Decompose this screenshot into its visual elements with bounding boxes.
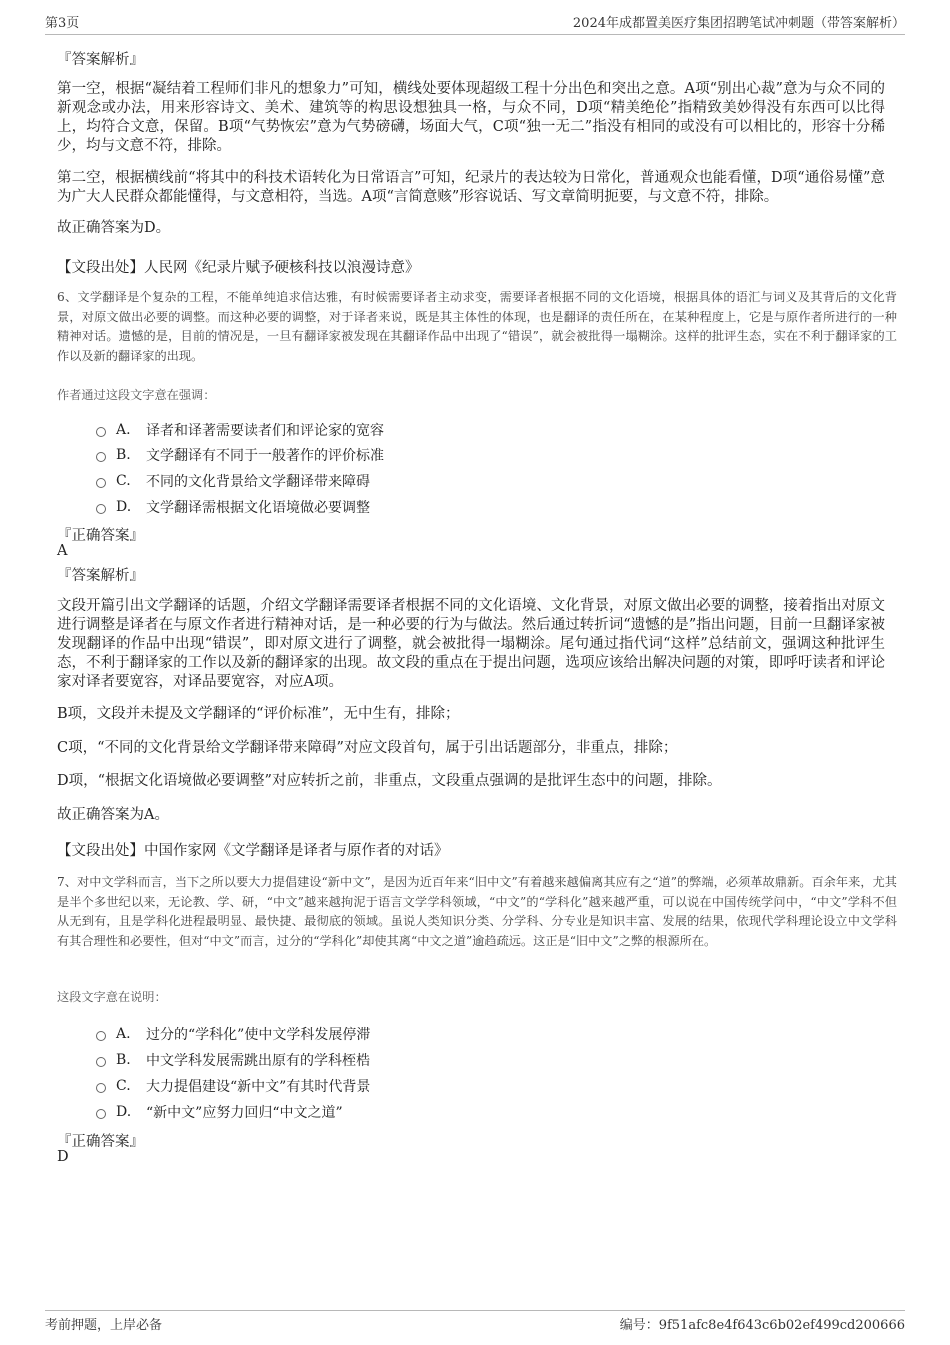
option-text: 译者和译著需要读者们和评论家的宽容 bbox=[146, 423, 384, 439]
radio-icon[interactable] bbox=[96, 504, 106, 514]
radio-icon[interactable] bbox=[96, 452, 106, 462]
option-text: 文学翻译需根据文化语境做必要调整 bbox=[146, 500, 370, 516]
q6-question-text: 6、文学翻译是个复杂的工程，不能单纯追求信达雅，有时候需要译者主动求变，需要译者根据不同的文化语境，根据具体的语汇与词义及其背后的文化背景，对原文做出必要的调整。而这种必要的调整，对于译者来说，既是其主体性的体现，也是翻译的责任所在，在某种程度上，它是与原作者所进行的一种精神对话。遗憾的是，目前的情况是，一旦有翻译家被发现在其翻译作品中出现了“错误”，就会被批得一塌糊涂。这样的批评生态，实在不利于翻译家的工作以及新的翻译家的出现。 bbox=[57, 290, 897, 363]
radio-icon[interactable] bbox=[96, 1083, 106, 1093]
option-letter: D. bbox=[116, 499, 132, 515]
q6-analysis-label: 『答案解析』 bbox=[57, 568, 144, 584]
option-text: 大力提倡建设“新中文”有其时代背景 bbox=[146, 1079, 371, 1095]
option-letter: B. bbox=[116, 447, 131, 463]
option-letter: B. bbox=[116, 1052, 131, 1068]
q6-analysis-c: C项，“不同的文化背景给文学翻译带来障碍”对应文段首句，属于引出话题部分，非重点，排除； bbox=[57, 740, 678, 756]
q7-prompt: 这段文字意在说明： bbox=[57, 990, 167, 1004]
radio-icon[interactable] bbox=[96, 427, 106, 437]
document-title: 2024年成都置美医疗集团招聘笔试冲刺题（带答案解析） bbox=[572, 16, 905, 31]
option-letter: D. bbox=[116, 1104, 132, 1120]
q7-question-text: 7、对中文学科而言，当下之所以要大力提倡建设“新中文”，是因为近百年来“旧中文”有着越来越偏离其应有之“道”的弊端，必须革故鼎新。百余年来，尤其是半个多世纪以来，无论教、学、研，“中文”越来越拘泥于语言文学学科领域，“中文”的“学科化”越来越严重，可以说在中国传统学问中，“中文”学科不但从无到有，且是学科化进程最明显、最快捷、最彻底的领域。虽说人类知识分类、分学科、分专业是知识丰富、发展的结果，依现代学科理论设立中文学科有其合理性和必要性，但对“中文”而言，过分的“学科化”却使其离“中文之道”逾趋疏远。这正是“旧中文”之弊的根源所在。 bbox=[57, 875, 897, 948]
option-text: 中文学科发展需跳出原有的学科桎梏 bbox=[146, 1053, 370, 1069]
option-letter: A. bbox=[116, 422, 131, 438]
q6-conclusion: 故正确答案为A。 bbox=[57, 807, 169, 823]
option-letter: C. bbox=[116, 473, 131, 489]
q5-source: 【文段出处】人民网《纪录片赋予硬核科技以浪漫诗意》 bbox=[57, 260, 420, 276]
page-footer bbox=[45, 1310, 905, 1331]
q6-option-c[interactable] bbox=[96, 471, 370, 491]
q7-option-d[interactable] bbox=[96, 1102, 343, 1122]
q7-answer: D bbox=[57, 1149, 69, 1165]
q6-option-b[interactable] bbox=[96, 445, 384, 465]
option-text: “新中文”应努力回归“中文之道” bbox=[146, 1105, 343, 1121]
option-text: 文学翻译有不同于一般著作的评价标准 bbox=[146, 448, 384, 464]
option-letter: A. bbox=[116, 1026, 131, 1042]
q6-prompt: 作者通过这段文字意在强调： bbox=[57, 388, 216, 402]
q6-answer-label: 『正确答案』 bbox=[57, 528, 144, 544]
q6-option-a[interactable] bbox=[96, 420, 384, 440]
q7-option-b[interactable] bbox=[96, 1050, 370, 1070]
q5-analysis-paragraph-2: 第二空，根据横线前“将其中的科技术语转化为日常语言”可知，纪录片的表达较为日常化，普通观众也能看懂，D项“通俗易懂”意为广大人民群众都能懂得，与文意相符，当选。A项“言简意赅”形容说话、写文章简明扼要，与文意不符，排除。 bbox=[57, 170, 885, 205]
q6-source: 【文段出处】中国作家网《文学翻译是译者与原作者的对话》 bbox=[57, 843, 449, 859]
radio-icon[interactable] bbox=[96, 1057, 106, 1067]
option-text: 过分的“学科化”使中文学科发展停滞 bbox=[146, 1027, 371, 1043]
q5-analysis-paragraph-1: 第一空，根据“凝结着工程师们非凡的想象力”可知，横线处要体现超级工程十分出色和突出之意。A项“别出心裁”意为与众不同的新观念或办法，用来形容诗文、美术、建筑等的构思设想独具一格，与众不同，D项“精美绝伦”指精致美妙得没有东西可以比得上，均符合文意，保留。B项“气势恢宏”意为气势磅礴，场面大气，C项“独一无二”指没有相同的或没有可以相比的，形容十分稀少，均与文意不符，排除。 bbox=[57, 81, 885, 154]
q5-analysis-label: 『答案解析』 bbox=[57, 52, 144, 68]
page-header bbox=[45, 14, 905, 35]
q7-option-c[interactable] bbox=[96, 1076, 370, 1096]
q6-analysis-d: D项，“根据文化语境做必要调整”对应转折之前，非重点，文段重点强调的是批评生态中的问题，排除。 bbox=[57, 773, 722, 789]
option-text: 不同的文化背景给文学翻译带来障碍 bbox=[146, 474, 370, 490]
document-id: 编号：9f51afc8e4f643c6b02ef499cd200666 bbox=[619, 1318, 905, 1333]
footer-slogan: 考前押题，上岸必备 bbox=[45, 1318, 163, 1333]
radio-icon[interactable] bbox=[96, 478, 106, 488]
radio-icon[interactable] bbox=[96, 1109, 106, 1119]
q6-analysis-b: B项，文段并未提及文学翻译的“评价标准”，无中生有，排除； bbox=[57, 706, 460, 722]
option-letter: C. bbox=[116, 1078, 131, 1094]
page-number: 第3页 bbox=[45, 16, 80, 31]
q6-option-d[interactable] bbox=[96, 497, 370, 517]
radio-icon[interactable] bbox=[96, 1031, 106, 1041]
q7-answer-label: 『正确答案』 bbox=[57, 1134, 144, 1150]
q6-analysis-paragraph-1: 文段开篇引出文学翻译的话题，介绍文学翻译需要译者根据不同的文化语境、文化背景，对原文做出必要的调整，接着指出对原文进行调整是译者在与原文作者进行精神对话，是一种必要的行为与做法。然后通过转折词“遗憾的是”指出问题，目前一旦翻译家被发现翻译的作品中出现“错误”，即对原文进行了调整，就会被批得一塌糊涂。尾句通过指代词“这样”总结前文，强调这种批评生态，不利于翻译家的工作以及新的翻译家的出现。故文段的重点在于提出问题，选项应该给出解决问题的对策，即呼吁读者和评论家对译者要宽容，对译品要宽容，对应A项。 bbox=[57, 598, 885, 690]
q5-conclusion: 故正确答案为D。 bbox=[57, 220, 171, 236]
q7-option-a[interactable] bbox=[96, 1024, 370, 1044]
q6-answer: A bbox=[57, 543, 68, 559]
